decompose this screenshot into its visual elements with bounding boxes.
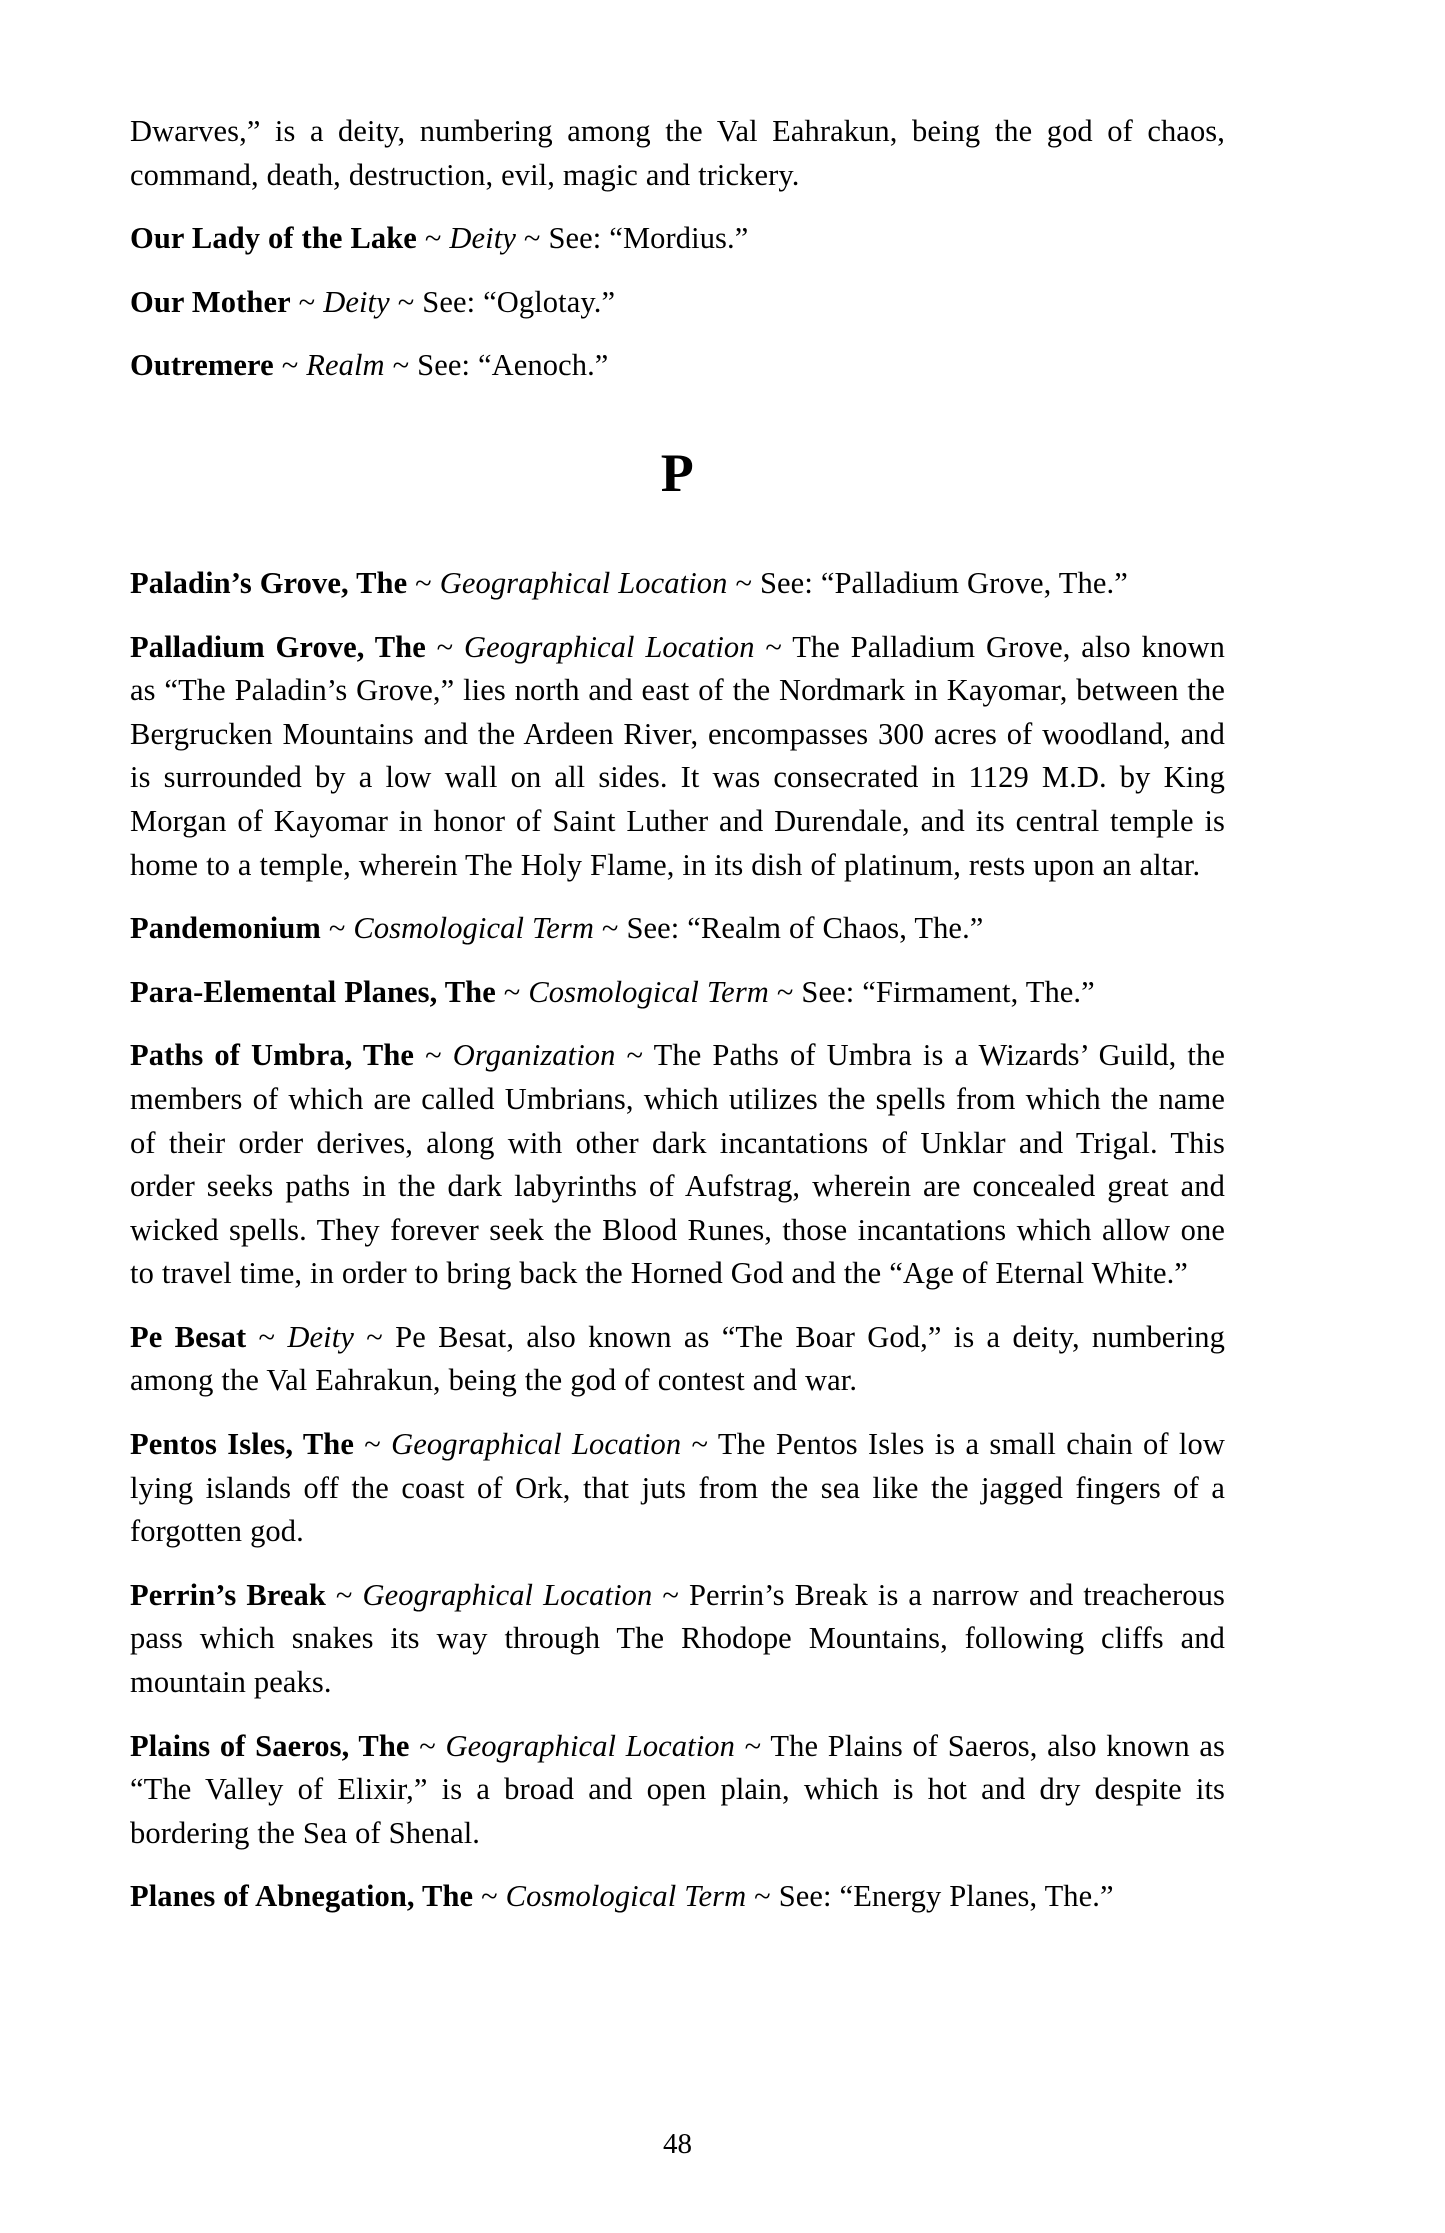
entry-body: See: “Palladium Grove, The.” xyxy=(759,565,1128,600)
glossary-entry-pe-besat xyxy=(130,1316,1225,1403)
entry-body: See: “Oglotay.” xyxy=(422,284,616,319)
entry-category: Geographical Location xyxy=(391,1427,682,1462)
entry-category: Geographical Location xyxy=(362,1577,653,1612)
entry-term: Para-Elemental Planes, The xyxy=(130,974,496,1009)
entry-separator-right: ~ xyxy=(601,911,619,946)
entry-term: Paths of Umbra, The xyxy=(130,1038,415,1073)
entry-term: Palladium Grove, The xyxy=(130,629,426,664)
entry-term: Perrin’s Break xyxy=(130,1577,326,1612)
entry-separator-left: ~ xyxy=(298,284,316,319)
entry-separator-right: ~ xyxy=(523,221,541,256)
glossary-entry-paths-of-umbra-the xyxy=(130,1034,1225,1296)
glossary-entry-outremere xyxy=(130,344,1225,388)
glossary-entry-our-lady-of-the-lake xyxy=(130,217,1225,261)
entry-term: Our Lady of the Lake xyxy=(130,221,417,256)
entry-separator-right: ~ xyxy=(691,1427,709,1462)
entry-category: Organization xyxy=(452,1038,616,1073)
page-number: 48 xyxy=(663,2128,692,2160)
entry-separator-left: ~ xyxy=(425,1038,442,1073)
entry-separator-right: ~ xyxy=(735,565,753,600)
page-content xyxy=(130,110,1226,2160)
entry-separator-left: ~ xyxy=(281,348,299,383)
entry-category: Deity xyxy=(287,1319,354,1354)
entry-body: The Pentos Isles is a small chain of low lying islands off the coast of Ork, that juts from the sea like the jagged fingers of a forgotten god. xyxy=(130,1427,1225,1549)
entry-separator-right: ~ xyxy=(776,974,794,1009)
entry-body: The Palladium Grove, also known as “The Paladin’s Grove,” lies north and east of the Nordmark in Kayomar, between the Bergrucken Mountains and the Ardeen River, encompasses 300 acres of woodland, and is surrounded by a low wall on all sides. It was consecrated in 1129 M.D. by King Morgan of Kayomar in honor of Saint Luther and Durendale, and its central temple is home to a temple, wherein The Holy Flame, in its dish of platinum, rests upon an altar. xyxy=(130,629,1226,882)
glossary-entry-paladins-grove-the xyxy=(130,562,1225,606)
entry-body: The Plains of Saeros, also known as “The Valley of Elixir,” is a broad and open plain, which is hot and dry despite its bordering the Sea of Shenal. xyxy=(130,1728,1226,1850)
glossary-entry-para-elemental-planes-the xyxy=(130,971,1225,1015)
entry-term: Our Mother xyxy=(130,284,291,319)
entry-body: See: “Aenoch.” xyxy=(417,348,609,383)
entry-term: Paladin’s Grove, The xyxy=(130,565,408,600)
entry-body: Pe Besat, also known as “The Boar God,” is a deity, numbering among the Val Eahrakun, being the god of contest and war. xyxy=(130,1319,1225,1398)
entry-separator-left: ~ xyxy=(258,1319,276,1354)
entry-body: See: “Mordius.” xyxy=(548,221,749,256)
entry-category: Cosmological Term xyxy=(353,911,594,946)
letter-section-heading: P xyxy=(660,442,695,503)
entry-separator-right: ~ xyxy=(397,284,415,319)
entry-term: Plains of Saeros, The xyxy=(130,1728,410,1763)
entry-separator-right: ~ xyxy=(744,1728,762,1763)
entry-separator-left: ~ xyxy=(424,221,442,256)
glossary-entry-pentos-isles-the xyxy=(130,1423,1225,1554)
glossary-entry-planes-of-abnegation-the xyxy=(130,1875,1225,1919)
entry-separator-left: ~ xyxy=(419,1728,436,1763)
entry-body: See: “Realm of Chaos, The.” xyxy=(626,911,984,946)
glossary-entry-palladium-grove-the xyxy=(130,626,1225,888)
entry-body: The Paths of Umbra is a Wizards’ Guild, the members of which are called Umbrians, which utilizes the spells from which the name of their order derives, along with other dark incantations of Unklar and Trigal. This order seeks paths in the dark labyrinths of Aufstrag, wherein are concealed great and wicked spells. They forever seek the Blood Runes, those incantations which allow one to travel time, in order to bring back the Horned God and the “Age of Eternal White.” xyxy=(130,1038,1225,1291)
entry-term: Pandemonium xyxy=(130,911,321,946)
entry-separator-left: ~ xyxy=(335,1577,353,1612)
entry-category: Geographical Location xyxy=(445,1728,736,1763)
entry-separator-right: ~ xyxy=(662,1577,679,1612)
entry-separator-left: ~ xyxy=(503,974,521,1009)
entry-category: Geographical Location xyxy=(464,629,755,664)
entry-separator-right: ~ xyxy=(392,348,410,383)
entry-body: See: “Energy Planes, The.” xyxy=(778,1879,1114,1914)
entry-category: Geographical Location xyxy=(439,565,728,600)
entry-category: Cosmological Term xyxy=(528,974,769,1009)
glossary-entry-perrins-break xyxy=(130,1574,1225,1705)
entry-category: Realm xyxy=(306,348,385,383)
entry-separator-right: ~ xyxy=(366,1319,383,1354)
glossary-entry-plains-of-saeros-the xyxy=(130,1725,1225,1856)
entry-term: Outremere xyxy=(130,348,274,383)
entry-category: Deity xyxy=(323,284,390,319)
entry-body: Perrin’s Break is a narrow and treacherous pass which snakes its way through The Rhodope Mountains, following cliffs and mountain peaks. xyxy=(130,1577,1225,1700)
entry-category: Deity xyxy=(449,221,516,256)
entry-term: Pe Besat xyxy=(130,1319,247,1354)
entry-separator-left: ~ xyxy=(481,1879,498,1914)
glossary-entry-our-mother xyxy=(130,281,1225,325)
entry-term: Planes of Abnegation, The xyxy=(130,1879,474,1914)
entry-separator-right: ~ xyxy=(765,629,782,664)
entry-separator-left: ~ xyxy=(364,1427,381,1462)
entry-body: See: “Firmament, The.” xyxy=(801,974,1095,1009)
entry-separator-left: ~ xyxy=(415,565,432,600)
continued-paragraph xyxy=(130,110,1225,197)
glossary-entry-pandemonium xyxy=(130,907,1225,951)
entry-separator-left: ~ xyxy=(328,911,346,946)
entry-separator-left: ~ xyxy=(436,629,454,664)
entry-term: Pentos Isles, The xyxy=(130,1427,354,1462)
entry-category: Cosmological Term xyxy=(505,1879,747,1914)
entry-separator-right: ~ xyxy=(626,1038,644,1073)
continued-paragraph-text: Dwarves,” is a deity, numbering among the Val Eahrakun, being the god of chaos, command, death, destruction, evil, magic and trickery. xyxy=(130,114,1225,192)
entry-separator-right: ~ xyxy=(754,1879,771,1914)
